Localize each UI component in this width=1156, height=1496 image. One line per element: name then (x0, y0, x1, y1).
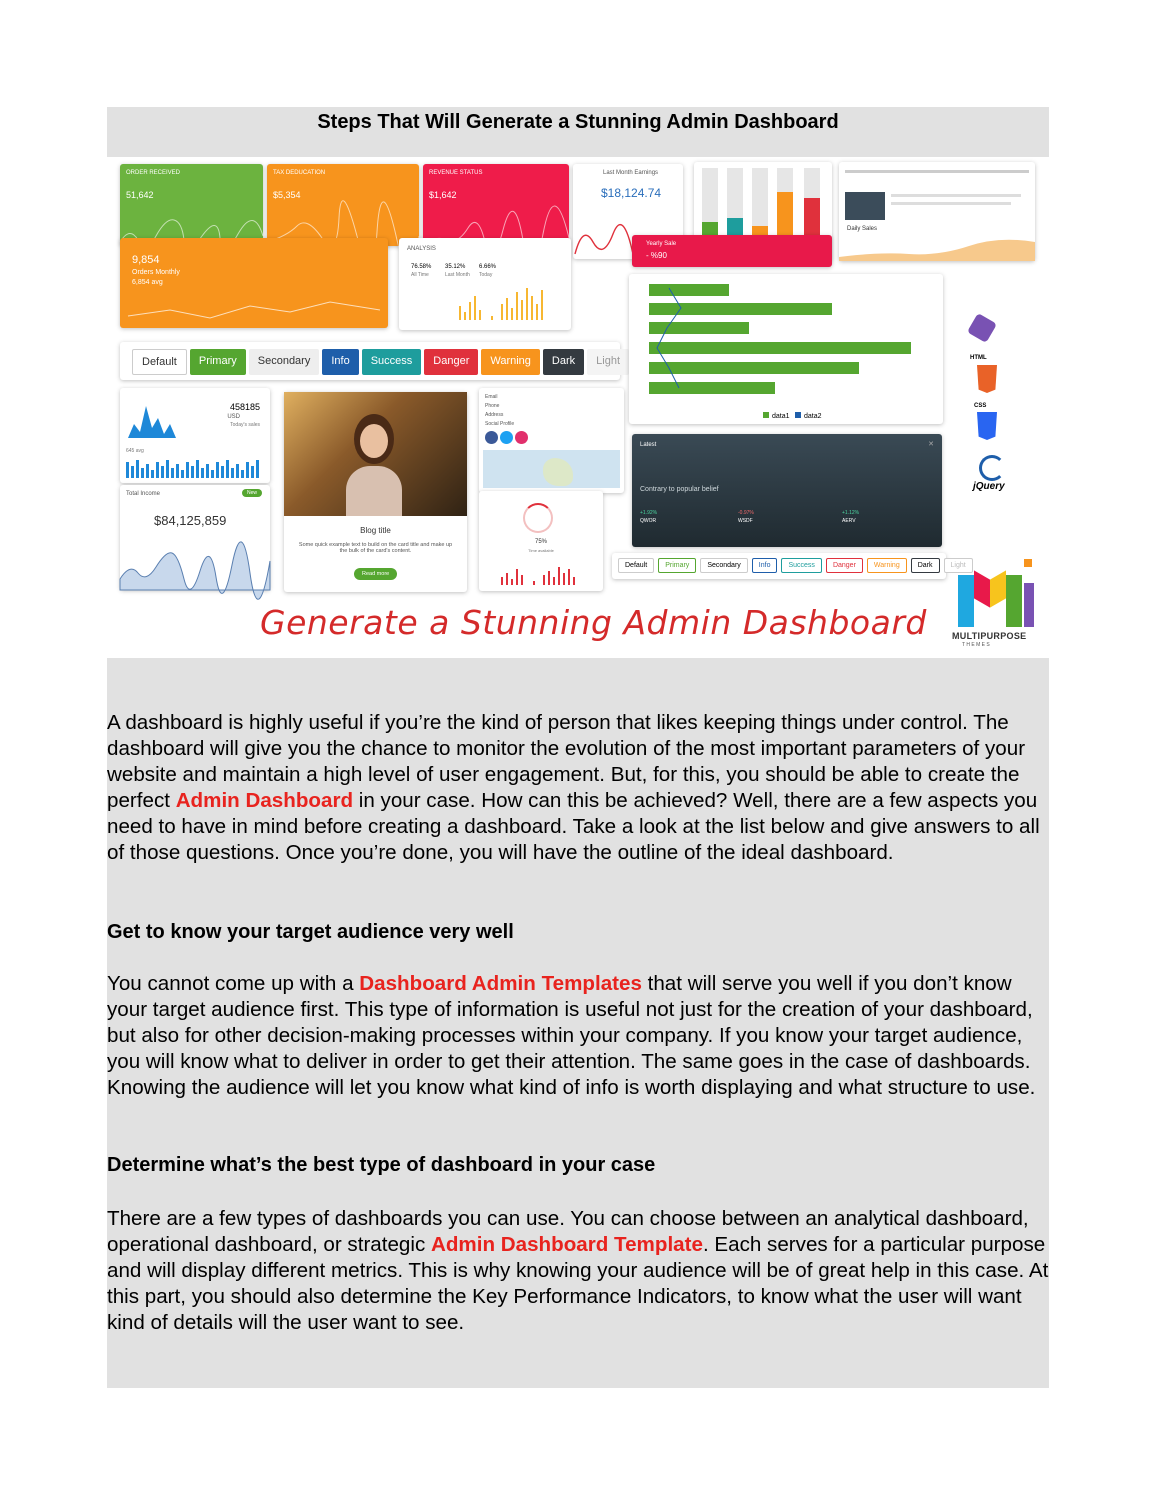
html5-icon (977, 365, 997, 393)
stat-card-orders (120, 164, 263, 246)
secondary-outline-button[interactable]: Secondary (700, 558, 747, 573)
income-label: Total Income (126, 491, 161, 497)
audience-text-end: that will serve you well if you don’t know your target audience first. This type of information is useful not just for the creation of your dashboard, but also for other decision-making processes within your company. If you know your target audience, you will know what to deliver in order to get their attention. The same goes in the case of dashboards. Knowing the audience will let you know what kind of info is worth displaying and what structure to use. (107, 972, 1036, 1099)
admin-dashboard-link[interactable]: Admin Dashboard (175, 789, 354, 812)
close-icon[interactable]: ✕ (928, 441, 934, 448)
analysis-bars (457, 282, 567, 322)
analysis-stat-label: All Time (411, 272, 429, 278)
latest-subtitle: Contrary to popular belief (640, 486, 719, 493)
ticker-change: -0.97% (738, 510, 754, 516)
analysis-stat-value: 6.66% (479, 264, 497, 270)
stat-card-revenue (423, 164, 569, 246)
danger-button[interactable]: Danger (424, 349, 478, 375)
instagram-icon[interactable] (515, 431, 528, 444)
html-label: HTML (970, 355, 987, 361)
orders-avg: 6,854 avg (132, 279, 163, 286)
facebook-icon[interactable] (485, 431, 498, 444)
info-button[interactable]: Info (322, 349, 358, 375)
css-label: CSS (974, 403, 987, 409)
intro-paragraph (107, 710, 1049, 866)
hbar-svg (629, 274, 943, 424)
multipurpose-logo (952, 557, 1042, 652)
dark-button[interactable]: Dark (543, 349, 584, 375)
map[interactable] (483, 450, 620, 488)
light-button[interactable]: Light (587, 349, 629, 375)
dark-outline-button[interactable]: Dark (911, 558, 940, 573)
income-value: $84,125,859 (154, 513, 227, 528)
danger-outline-button[interactable]: Danger (826, 558, 863, 573)
twitter-icon[interactable] (500, 431, 513, 444)
yearly-sale-label: Yearly Sale (646, 241, 677, 247)
yearly-sale-card (632, 235, 832, 267)
intro-text-end: in your case. How can this be achieved? Well, there are a few aspects you need to have in mind before creating a dashboard. Take a look at the list below and give answers to all of those questions. Once you’re done, you will have the outline of the ideal dashboard. (107, 789, 1040, 864)
latest-title: Latest (640, 442, 657, 448)
section-heading-type: Determine what’s the best type of dashboard in your case (107, 1154, 656, 1176)
css3-icon (977, 412, 997, 440)
legend-data1: data1 (772, 413, 790, 420)
sales-unit: USD (227, 414, 240, 420)
sales-area (126, 394, 186, 440)
hero-caption: Generate a Stunning Admin Dashboard (260, 603, 927, 642)
blog-card (284, 392, 467, 592)
daily-sales-label: Daily Sales (847, 226, 878, 232)
contact-card (479, 388, 624, 493)
info-outline-button[interactable]: Info (752, 558, 778, 573)
progress-card (479, 491, 603, 591)
analysis-stat-value: 35.12% (445, 264, 466, 270)
ticker-name: QWOR (640, 518, 657, 524)
orders-label: Orders Monthly (132, 269, 180, 276)
success-outline-button[interactable]: Success (781, 558, 821, 573)
primary-button[interactable]: Primary (190, 349, 246, 375)
stat-card-value: 51,642 (126, 190, 154, 200)
daily-sales-area (839, 232, 1035, 261)
admin-dashboard-template-link[interactable]: Admin Dashboard Template (430, 1233, 703, 1256)
contact-email: Email (485, 394, 498, 400)
button-row (132, 349, 632, 375)
analysis-card (399, 238, 571, 330)
horizontal-bar-chart (629, 274, 943, 424)
ticker-name: AERV (842, 518, 856, 524)
dashboard-admin-templates-link[interactable]: Dashboard Admin Templates (359, 972, 642, 995)
orders-monthly-card (120, 238, 388, 328)
contact-social: Social Profile (485, 421, 515, 427)
success-button[interactable]: Success (362, 349, 422, 375)
progress-bars (501, 565, 585, 585)
sales-value: 458185 (229, 402, 260, 412)
stat-card-tax (267, 164, 419, 246)
progress-ring (523, 503, 553, 533)
title-band (107, 107, 1049, 157)
audience-paragraph (107, 971, 1049, 1101)
income-card (120, 485, 270, 590)
stat-card-label: ORDER RECEIVED (126, 170, 181, 176)
sales-label: Today's sales (230, 422, 260, 428)
yearly-sale-value: - %90 (646, 251, 667, 260)
orders-value: 9,854 (132, 254, 160, 266)
portrait (346, 414, 402, 516)
sales-widget (120, 388, 270, 483)
type-text: There are a few types of dashboards you can use. You can choose between an analytical dashboard, operational dashboard, or strategic (107, 1207, 1029, 1256)
earnings-label: Last Month Earnings (603, 170, 659, 176)
page-title: Steps That Will Generate a Stunning Admin Dashboard (317, 111, 839, 133)
jquery-label: jQuery (973, 481, 1005, 492)
analysis-stat-value: 76.58% (411, 264, 432, 270)
sales-avg: 645 avg (126, 448, 144, 454)
type-text-end: . Each serves for a particular purpose and will display different metrics. This is why knowing your audience will be of great help in this case. At this part, you should also determine the Key Performance Indicators, to know what the user will want kind of details will the user want to see. (107, 1233, 1049, 1334)
analysis-stat-label: Today (479, 272, 493, 278)
default-button[interactable]: Default (132, 349, 187, 375)
blog-title: Blog title (360, 526, 391, 535)
stat-card-value: $1,642 (429, 190, 457, 200)
type-paragraph (107, 1206, 1049, 1336)
orders-line (120, 290, 388, 328)
daily-sales-card (839, 162, 1035, 261)
contact-address: Address (485, 412, 504, 418)
audience-text: You cannot come up with a (107, 972, 360, 995)
sales-bars (126, 458, 266, 478)
primary-outline-button[interactable]: Primary (658, 558, 696, 573)
warning-button[interactable]: Warning (481, 349, 540, 375)
outline-button-row (612, 553, 966, 579)
contact-phone: Phone (485, 403, 500, 409)
progress-value: 75% (534, 539, 547, 545)
stat-card-label: TAX DEDUCATION (273, 170, 326, 176)
button-row-card (120, 342, 620, 380)
bootstrap-icon (967, 313, 997, 343)
section-heading-audience: Get to know your target audience very well (107, 921, 514, 943)
brand-sub: T H E M E S (962, 642, 990, 648)
secondary-button[interactable]: Secondary (249, 349, 320, 375)
stat-card-value: $5,354 (273, 190, 301, 200)
legend-data2: data2 (804, 413, 822, 420)
earnings-value: $18,124.74 (601, 186, 662, 200)
default-outline-button[interactable]: Default (618, 558, 654, 573)
income-badge: New (242, 489, 262, 497)
analysis-title: ANALYSIS (407, 246, 436, 252)
ticker-change: +1.92% (640, 510, 658, 516)
progress-label: Time available (528, 548, 554, 553)
light-outline-button[interactable]: Light (944, 558, 973, 573)
stat-card-label: REVENUE STATUS (429, 170, 483, 176)
warning-outline-button[interactable]: Warning (867, 558, 907, 573)
analysis-stat-label: Last Month (445, 272, 470, 278)
read-more-button[interactable]: Read more (354, 568, 397, 580)
jquery-icon (979, 455, 1005, 481)
blog-text: Some quick example text to build on the card title and make up the bulk of the card's content. (298, 542, 453, 554)
outline-buttons (618, 558, 977, 573)
income-area (120, 543, 270, 590)
hero-image (107, 157, 1049, 658)
latest-card (632, 434, 942, 547)
brand-name: MULTIPURPOSE (952, 631, 1027, 641)
ticker-name: WSDF (738, 518, 753, 524)
ticker-change: +1.12% (842, 510, 860, 516)
intro-text: A dashboard is highly useful if you’re the kind of person that likes keeping things under control. The dashboard will give you the chance to monitor the evolution of the most important parameters of your website and maintain a high level of user engagement. But, for this, you should be able to create the perfect (107, 711, 1026, 812)
